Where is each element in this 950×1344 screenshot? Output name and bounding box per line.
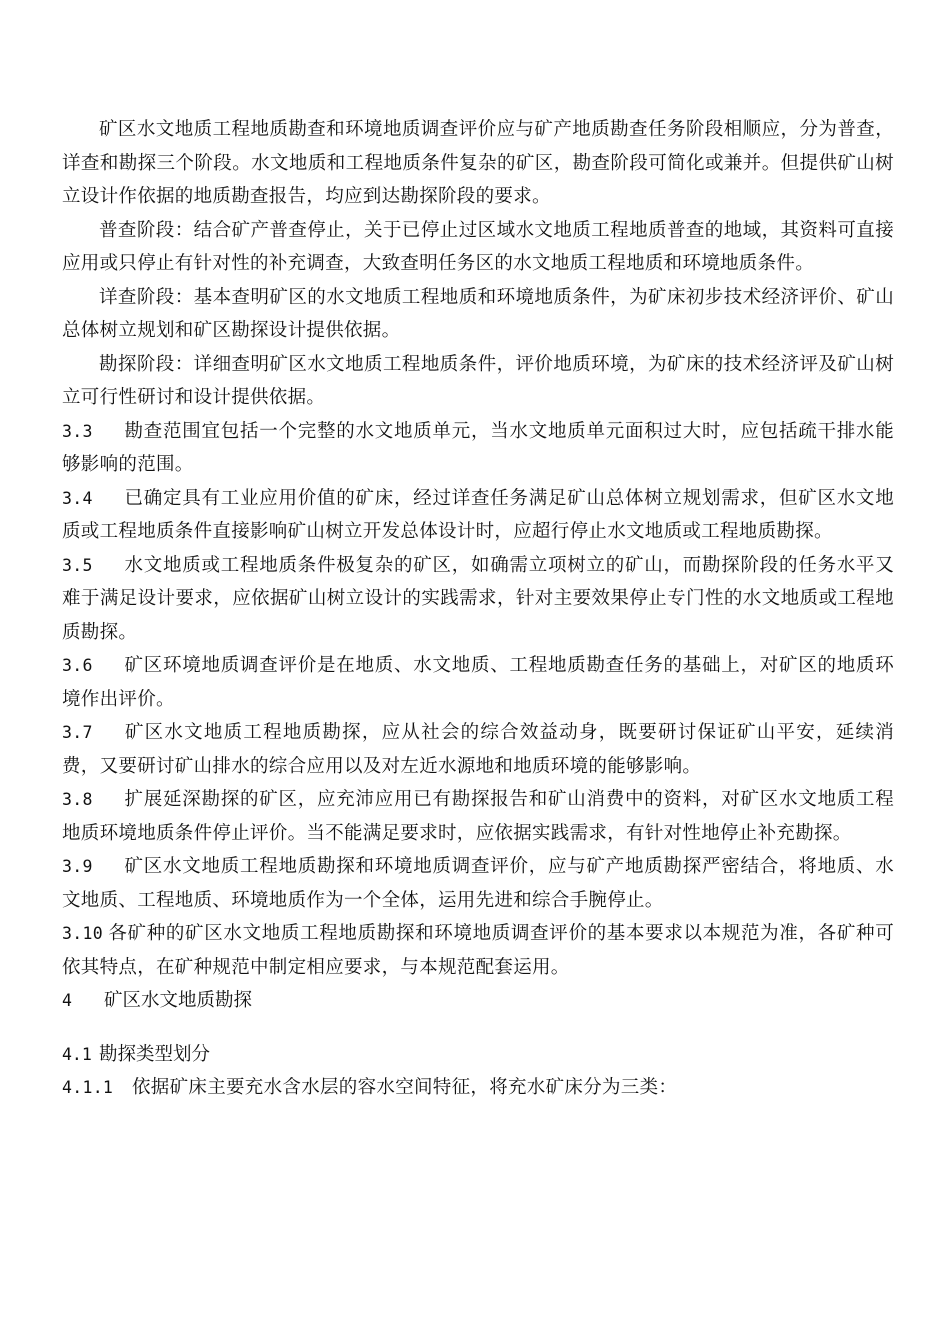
section-heading-4 [62,984,894,1018]
clause-number: 4.1.1 [62,1078,114,1097]
clause-number: 3.6 [62,656,93,675]
clause-3-9: 3.9 矿区水文地质工程地质勘探和环境地质调查评价，应与矿产地质勘探严密结合，将地质、水文地质、工程地质、环境地质作为一个全体，运用先进和综合手腕停止。 [62,850,894,917]
clause-3-5: 3.5 水文地质或工程地质条件极复杂的矿区，如确需立项树立的矿山，而勘探阶段的任务水平又难于满足设计要求，应依据矿山树立设计的实践需求，针对主要效果停止专门性的水文地质或工程地质勘探。 [62,549,894,650]
clause-number: 3.3 [62,421,93,441]
clause-4-1-1: 4.1.1 依据矿床主要充水含水层的容水空间特征，将充水矿床分为三类： [62,1071,894,1105]
subsection-number: 4.1 [62,1044,92,1064]
clause-3-10: 3.10 各矿种的矿区水文地质工程地质勘探和环境地质调查评价的基本要求以本规范为准，各矿种可依其特点，在矿种规范中制定相应要求，与本规范配套运用。 [62,917,894,984]
clause-number: 3.8 [62,790,93,809]
clause-number: 3.5 [62,555,93,575]
clause-number: 3.9 [62,857,93,876]
clause-number: 3.10 [62,924,103,943]
clause-3-8: 3.8 扩展延深勘探的矿区，应充沛应用已有勘探报告和矿山消费中的资料，对矿区水文地质工程地质环境地质条件停止评价。当不能满足要求时，应依据实践需求，有针对性地停止补充勘探。 [62,783,894,850]
clause-number: 3.4 [62,488,93,508]
paragraph-detailed-stage: 详查阶段：基本查明矿区的水文地质工程地质和环境地质条件，为矿床初步技术经济评价、矿山总体树立规划和矿区勘探设计提供依据。 [62,286,894,341]
paragraph-survey-stage: 普查阶段：结合矿产普查停止，关于已停止过区域水文地质工程地质普查的地域，其资料可直接应用或只停止有针对性的补充调查，大致查明任务区的水文地质工程地质和环境地质条件。 [62,219,894,274]
spacer [62,1018,894,1038]
clause-3-6: 3.6 矿区环境地质调查评价是在地质、水文地质、工程地质勘查任务的基础上，对矿区的地质环境作出评价。 [62,649,894,716]
clause-3-3: 3.3 勘查范围宜包括一个完整的水文地质单元，当水文地质单元面积过大时，应包括疏干排水能够影响的范围。 [62,415,894,482]
paragraph-exploration-stage: 勘探阶段：详细查明矿区水文地质工程地质条件，评价地质环境，为矿床的技术经济评及矿山树立可行性研讨和设计提供依据。 [62,353,894,408]
clause-3-4: 3.4 已确定具有工业应用价值的矿床，经过详查任务满足矿山总体树立规划需求，但矿区水文地质或工程地质条件直接影响矿山树立开发总体设计时，应超行停止水文地质或工程地质勘探。 [62,482,894,549]
section-number: 4 [62,991,72,1010]
clause-3-7: 3.7 矿区水文地质工程地质勘探，应从社会的综合效益动身，既要研讨保证矿山平安，延续消费，又要研讨矿山排水的综合应用以及对左近水源地和地质环境的能够影响。 [62,716,894,783]
clause-number: 3.7 [62,723,93,742]
paragraph-intro: 矿区水文地质工程地质勘查和环境地质调查评价应与矿产地质勘查任务阶段相顺应，分为普查，详查和勘探三个阶段。水文地质和工程地质条件复杂的矿区，勘查阶段可简化或兼并。但提供矿山树立设计作依据的地质勘查报告，均应到达勘探阶段的要求。 [62,119,894,207]
subsection-title: 勘探类型划分 [99,1043,211,1065]
document-page [62,113,894,1105]
subsection-heading-4-1 [62,1038,894,1072]
section-title: 矿区水文地质勘探 [104,990,253,1011]
